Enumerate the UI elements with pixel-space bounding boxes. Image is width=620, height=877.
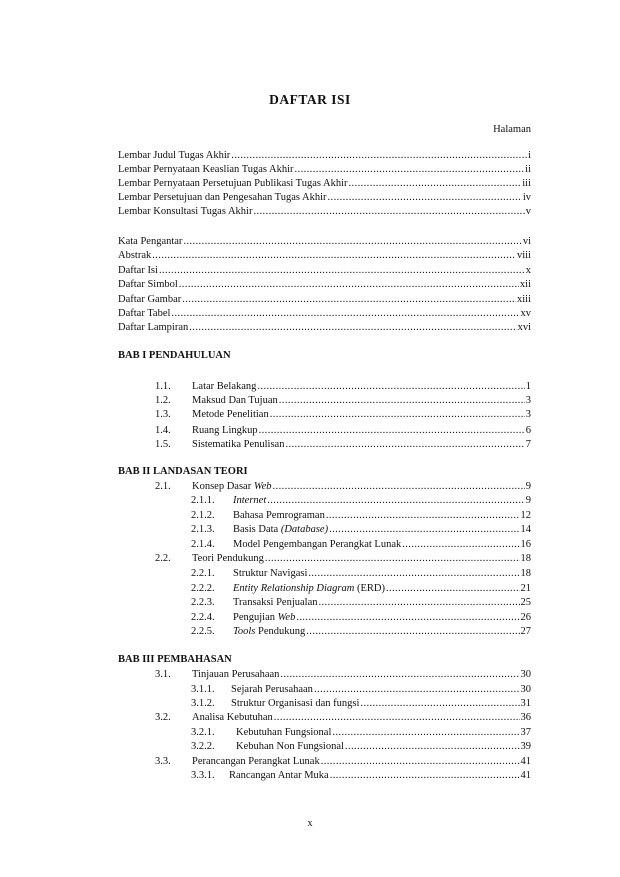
toc-entry[interactable]: Lembar Judul Tugas Akhir ..... i [118,149,531,163]
toc-entry[interactable]: 3.1.2. Struktur Organisasi dan fungsi ..... 31 [191,697,531,711]
toc-entry[interactable]: 2.2.3. Transaksi Penjualan ..... 25 [191,596,531,610]
leader-dots [159,264,525,278]
toc-entry[interactable]: 1.3. Metode Penelitian ..... 3 [155,408,531,422]
toc-entry[interactable]: Daftar Lampiran ..... xvi [118,321,531,335]
toc-entry[interactable]: 2.1.3. Basis Data (Database) ..... 14 [191,523,531,537]
leader-dots [329,523,519,537]
toc-entry[interactable]: 3.2. Analisa Kebutuhan ..... 36 [155,711,531,725]
leader-dots [182,293,516,307]
toc-entry[interactable]: 2.2.4. Pengujian Web ..... 26 [191,611,531,625]
leader-dots [285,438,524,452]
toc-entry[interactable]: Daftar Isi ..... x [118,264,531,278]
leader-dots [152,249,516,263]
leader-dots [345,740,520,754]
leader-dots [326,509,520,523]
toc-entry[interactable]: 1.5. Sistematika Penulisan ..... 7 [155,438,531,452]
chapter-heading[interactable]: BAB III PEMBAHASAN [118,654,232,665]
leader-dots [296,611,519,625]
leader-dots [259,424,525,438]
leader-dots [308,567,519,581]
toc-entry[interactable]: Lembar Pernyataan Keaslian Tugas Akhir ..... ii [118,163,531,177]
leader-dots [386,582,520,596]
toc-entry[interactable]: Daftar Tabel ..... xv [118,307,531,321]
toc-entry[interactable]: 1.1. Latar Belakang ..... 1 [155,380,531,394]
toc-entry[interactable]: 3.2.1. Kebutuhan Fungsional ..... 37 [191,726,531,740]
toc-entry[interactable]: Abstrak ..... viii [118,249,531,263]
toc-entry[interactable]: Lembar Konsultasi Tugas Akhir ..... v [118,205,531,219]
leader-dots [349,177,522,191]
toc-entry[interactable]: 2.2.2. Entity Relationship Diagram (ERD) ..... 21 [191,582,531,596]
toc-entry[interactable]: 3.3. Perancangan Perangkat Lunak ..... 41 [155,755,531,769]
toc-entry[interactable]: Lembar Persetujuan dan Pengesahan Tugas Akhir ..... iv [118,191,531,205]
toc-entry[interactable]: 3.3.1. Rancangan Antar Muka ..... 41 [191,769,531,783]
leader-dots [360,697,519,711]
leader-dots [231,149,527,163]
toc-entry[interactable]: Daftar Simbol ..... xii [118,278,531,292]
leader-dots [274,711,520,725]
leader-dots [314,683,520,697]
toc-entry[interactable]: 2.1.1. Internet ..... 9 [191,494,531,508]
chapter-heading[interactable]: BAB I PENDAHULUAN [118,350,231,361]
toc-entry[interactable]: 1.2. Maksud Dan Tujuan ..... 3 [155,394,531,408]
leader-dots [257,380,524,394]
page-title: DAFTAR ISI [269,92,351,107]
leader-dots [330,769,520,783]
toc-entry[interactable]: 1.4. Ruang Lingkup ..... 6 [155,424,531,438]
leader-dots [171,307,519,321]
toc-entry[interactable]: 2.2. Teori Pendukung ..... 18 [155,552,531,566]
leader-dots [267,494,525,508]
leader-dots [189,321,516,335]
page-number: x [307,818,313,829]
toc-entry[interactable]: Kata Pengantar ..... vi [118,235,531,249]
leader-dots [295,163,525,177]
toc-entry[interactable]: 2.1.2. Bahasa Pemrograman ..... 12 [191,509,531,523]
leader-dots [306,625,519,639]
leader-dots [270,408,525,422]
leader-dots [318,596,519,610]
leader-dots [179,278,519,292]
leader-dots [183,235,521,249]
leader-dots [402,538,519,552]
toc-entry[interactable]: 2.1.4. Model Pengembangan Perangkat Lunak ..... 16 [191,538,531,552]
leader-dots [265,552,520,566]
page-column-label: Halaman [493,124,531,135]
toc-entry[interactable]: 3.1. Tinjauan Perusahaan ..... 30 [155,668,531,682]
leader-dots [253,205,524,219]
toc-entry[interactable]: 2.2.1. Struktur Navigasi ..... 18 [191,567,531,581]
toc-entry[interactable]: 3.1.1. Sejarah Perusahaan ..... 30 [191,683,531,697]
leader-dots [321,755,520,769]
toc-entry[interactable]: Daftar Gambar ..... xiii [118,293,531,307]
toc-entry[interactable]: 2.2.5. Tools Pendukung ..... 27 [191,625,531,639]
chapter-heading[interactable]: BAB II LANDASAN TEORI [118,466,248,477]
toc-entry[interactable]: 3.2.2. Kebuhan Non Fungsional ..... 39 [191,740,531,754]
leader-dots [279,394,525,408]
leader-dots [328,191,522,205]
toc-entry[interactable]: 2.1. Konsep Dasar Web ..... 9 [155,480,531,494]
leader-dots [280,668,519,682]
leader-dots [273,480,525,494]
toc-entry[interactable]: Lembar Pernyataan Persetujuan Publikasi Tugas Akhir ..... iii [118,177,531,191]
leader-dots [332,726,519,740]
